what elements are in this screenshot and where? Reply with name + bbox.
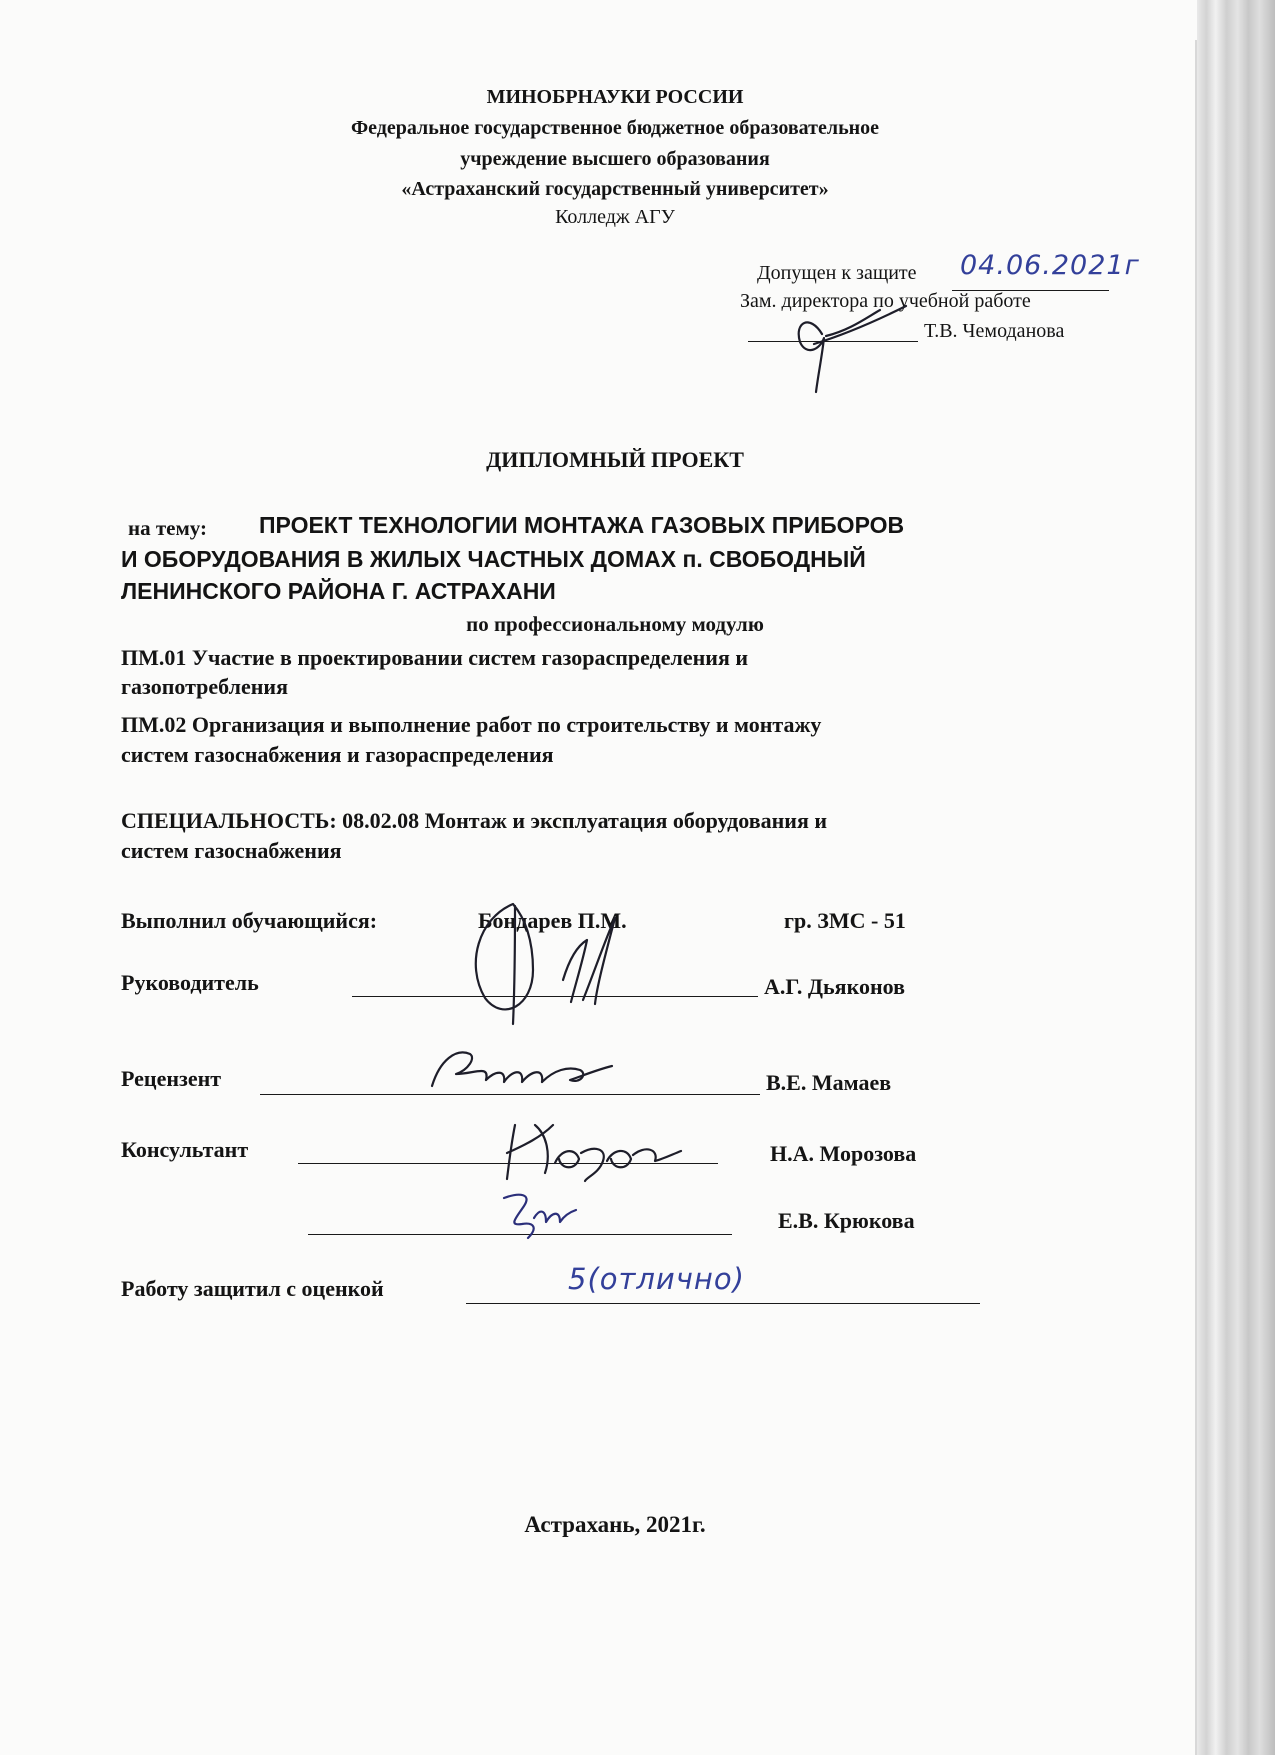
module-pm02-line-1: ПМ.02 Организация и выполнение работ по строительству и монтажу [121, 712, 822, 737]
student-label: Выполнил обучающийся: [121, 908, 378, 933]
module-pm01-line-2: газопотребления [121, 674, 288, 699]
scan-binding-edge [1195, 40, 1197, 1755]
approver-position: Зам. директора по учебной работе [740, 290, 1031, 312]
admitted-date-handwritten: 04.06.2021г [960, 250, 1140, 281]
reviewer-label: Рецензент [121, 1066, 222, 1091]
city-year: Астрахань, 2021г. [524, 1512, 706, 1537]
reviewer-name: В.Е. Мамаев [766, 1070, 892, 1095]
topic-prefix: на тему: [128, 516, 208, 540]
topic-line-1: ПРОЕКТ ТЕХНОЛОГИИ МОНТАЖА ГАЗОВЫХ ПРИБОРОВ [259, 512, 905, 538]
grade-label: Работу защитил с оценкой [121, 1276, 384, 1301]
consultant-name-2: Е.В. Крюкова [778, 1208, 915, 1233]
specialty-line-1: СПЕЦИАЛЬНОСТЬ: 08.02.08 Монтаж и эксплуатация оборудования и [121, 808, 828, 833]
grade-handwritten: 5(отлично) [568, 1262, 745, 1296]
institution-line-2: учреждение высшего образования [460, 148, 770, 170]
institution-line-1: Федеральное государственное бюджетное образовательное [350, 117, 880, 139]
approver-signature [770, 296, 910, 396]
document-type-title: ДИПЛОМНЫЙ ПРОЕКТ [486, 447, 744, 472]
consultant-signature-2 [498, 1188, 578, 1248]
consultant-label: Консультант [121, 1137, 249, 1162]
specialty-line-2: систем газоснабжения [121, 838, 342, 863]
grade-line [466, 1303, 980, 1304]
approver-name: Т.В. Чемоданова [924, 320, 1065, 342]
consultant-signature-1 [495, 1115, 685, 1185]
supervisor-signature [455, 900, 655, 1025]
college-name: Колледж АГУ [555, 206, 675, 228]
consultant-name-1: Н.А. Морозова [770, 1141, 917, 1166]
supervisor-name: А.Г. Дьяконов [764, 974, 905, 999]
module-pm01-line-1: ПМ.01 Участие в проектировании систем газораспределения и [121, 645, 749, 670]
reviewer-signature [420, 1040, 620, 1100]
scan-binding-strip [1197, 0, 1275, 1755]
topic-line-3: ЛЕНИНСКОГО РАЙОНА Г. АСТРАХАНИ [121, 578, 556, 604]
admitted-label: Допущен к защите [757, 262, 917, 284]
university-name: «Астраханский государственный университет» [401, 178, 829, 200]
topic-line-2: И ОБОРУДОВАНИЯ В ЖИЛЫХ ЧАСТНЫХ ДОМАХ п. СВОБОДНЫЙ [121, 546, 866, 572]
student-name: Бондарев П.М. [478, 908, 627, 933]
student-group: гр. ЗМС - 51 [784, 908, 906, 933]
ministry-title: МИНОБРНАУКИ РОССИИ [486, 86, 744, 108]
module-label: по профессиональному модулю [466, 612, 764, 636]
supervisor-label: Руководитель [121, 970, 259, 995]
module-pm02-line-2: систем газоснабжения и газораспределения [121, 742, 554, 767]
